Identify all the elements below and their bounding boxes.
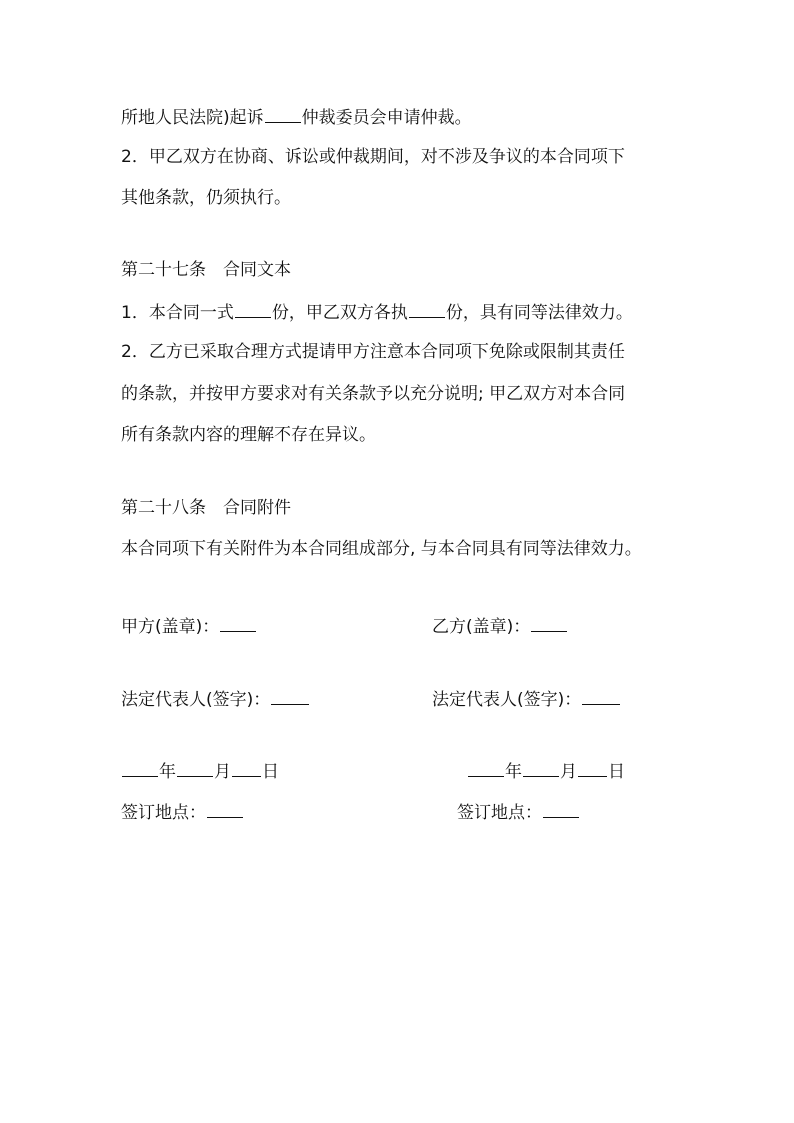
blank-field <box>265 105 301 123</box>
paragraph-line: 所有条款内容的理解不存在异议。 <box>121 425 376 445</box>
party-b-seal-line <box>432 614 568 638</box>
paragraph-line: 2．乙方已采取合理方式提请甲方注意本合同项下免除或限制其责任 <box>121 342 625 362</box>
blank-field <box>468 759 504 777</box>
party-a-seal-line <box>121 614 257 638</box>
blank-field <box>582 687 620 705</box>
party-b-rep-label: 法定代表人(签字)： <box>432 690 582 710</box>
party-a-rep-label: 法定代表人(签字)： <box>121 690 271 710</box>
blank-field <box>232 759 261 777</box>
party-a-rep-line <box>121 687 310 711</box>
text: 1．本合同一式 <box>121 303 234 323</box>
blank-field <box>177 759 213 777</box>
paragraph-line <box>121 105 472 129</box>
month-label: 月 <box>560 762 577 782</box>
text: 份，甲乙双方各执 <box>271 303 408 323</box>
party-b-place-label: 签订地点： <box>457 803 542 823</box>
paragraph-line: 本合同项下有关附件为本合同组成部分, 与本合同具有同等法律效力。 <box>121 539 642 559</box>
text: 仲裁委员会申请仲裁。 <box>301 108 472 128</box>
party-a-date-line <box>121 759 279 783</box>
party-a-seal-label: 甲方(盖章)： <box>121 617 220 637</box>
party-a-place-label: 签订地点： <box>121 803 206 823</box>
paragraph-line: 2．甲乙双方在协商、诉讼或仲裁期间，对不涉及争议的本合同项下 <box>121 147 625 167</box>
party-b-seal-label: 乙方(盖章)： <box>432 617 531 637</box>
year-label: 年 <box>159 762 176 782</box>
blank-field <box>271 687 309 705</box>
blank-field <box>531 614 567 632</box>
blank-field <box>543 800 579 818</box>
year-label: 年 <box>505 762 522 782</box>
text: 所地人民法院)起诉 <box>121 108 264 128</box>
party-b-place-line <box>457 800 580 824</box>
month-label: 月 <box>214 762 231 782</box>
blank-field <box>523 759 559 777</box>
paragraph-line <box>121 300 633 324</box>
party-b-date-line <box>467 759 625 783</box>
blank-field <box>207 800 243 818</box>
blank-field <box>409 300 445 318</box>
text: 份，具有同等法律效力。 <box>445 303 633 323</box>
day-label: 日 <box>608 762 625 782</box>
article-heading: 第二十八条 合同附件 <box>121 498 291 518</box>
blank-field <box>220 614 256 632</box>
party-a-place-line <box>121 800 244 824</box>
party-b-rep-line <box>432 687 621 711</box>
blank-field <box>122 759 158 777</box>
article-heading: 第二十七条 合同文本 <box>121 260 291 280</box>
paragraph-line: 其他条款，仍须执行。 <box>121 188 291 208</box>
blank-field <box>235 300 271 318</box>
blank-field <box>578 759 607 777</box>
day-label: 日 <box>262 762 279 782</box>
paragraph-line: 的条款，并按甲方要求对有关条款予以充分说明; 甲乙双方对本合同 <box>121 384 626 404</box>
